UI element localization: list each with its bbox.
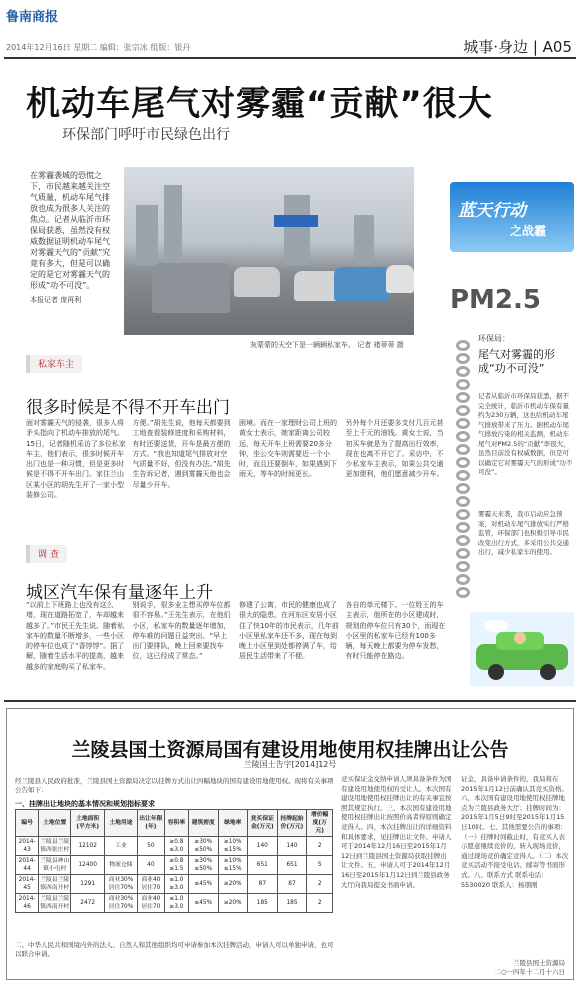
table-cell: ≥20% xyxy=(218,875,248,894)
intro-text: 在雾霾袭城的恐慌之下，市民越来越关注空气质量，机动车尾气排放也成为很多人关注的焦点。记者从临沂市环保局获悉，虽然没有权威数据证明机动车尾气对雾霾天气的“贡献”究竟有多大，但是可以确定的是它对雾霾天气的形成“功不可没”。 xyxy=(30,171,111,290)
body-column: 困境。而在一家理财公司上班的黄女士表示，她家距离公司较远，每天开车上班需要20多分钟，坐公交车则需要近一个小时，而且还要倒车，如果遇到下雨天，等车的时间更长。 xyxy=(239,419,337,479)
table-cell: ≥10% ≤15% xyxy=(218,837,248,856)
sidebar-headline: 尾气对雾霾的形成“功不可没” xyxy=(478,348,555,375)
chain-decoration xyxy=(452,340,474,608)
page-header xyxy=(0,0,580,60)
table-header: 容积率 xyxy=(164,810,188,837)
body-column: 各自的单元楼下。一位姓王的车主表示，他所在的小区建成时，规划的停车位只有30个，而现在小区里的私家车已经有100多辆，每天晚上都要为停车发愁，有时只能停在路边。 xyxy=(345,601,446,661)
table-cell: 12102 xyxy=(71,837,105,856)
table-cell: ≥30% ≤50% xyxy=(189,837,219,856)
table-cell: 140 xyxy=(277,837,307,856)
table-row xyxy=(16,875,333,894)
banner-title: 蓝天行动 xyxy=(458,201,526,221)
table-header: 土地用途 xyxy=(105,810,138,837)
table-cell: 商业30% 居住70% xyxy=(105,894,138,913)
parcel-table xyxy=(15,809,333,913)
banner-subtitle: 之战霾 xyxy=(510,224,547,238)
table-cell: 物流仓储 xyxy=(105,856,138,875)
notice-footer: 二、中华人民共和国境内外的法人、自然人和其他组织均可申请参加本次挂牌活动，申请人可以单独申请，也可以联合申请。 xyxy=(15,941,334,958)
body-column: 方便。”胡先生说，他每天都要到工地查看装修进度和采购材料，有时还要送货，开车是最方便的方式。“我也知道尾气排放对空气质量不好，但没有办法。”胡先生告诉记者，遇到雾霾天他也会尽量少开车。 xyxy=(132,419,231,489)
table-header: 出让年限(年) xyxy=(137,810,164,837)
traffic-photo xyxy=(124,167,414,335)
table-cell: 商业40 居住70 xyxy=(137,875,164,894)
table-cell: ≥0.8 ≤3.0 xyxy=(164,837,188,856)
article-body-1 xyxy=(26,418,446,500)
table-cell: 商业30% 居住70% xyxy=(105,875,138,894)
table-cell: ≤45% xyxy=(189,875,219,894)
table-cell: 1291 xyxy=(71,875,105,894)
table-header: 土地面积(平方米) xyxy=(71,810,105,837)
notice-signature: 兰陵县国土资源局 二○一四年十二月十六日 xyxy=(494,959,565,976)
table-cell: 商业40 居住70 xyxy=(137,894,164,913)
table-cell: 140 xyxy=(248,837,278,856)
land-auction-notice xyxy=(6,708,574,980)
ad-divider xyxy=(4,700,576,702)
notice-number: 兰陵国土告字[2014]12号 xyxy=(243,760,337,769)
table-header: 土地位置 xyxy=(39,810,71,837)
car-cartoon-image xyxy=(470,612,574,686)
kicker-car-owners: 私家车主 xyxy=(26,355,82,373)
body-column: 修建了公寓，市民的健康也成了很大的隐患。在河东区安居小区住了快10年的市民表示，几年前小区里私家车还不多，现在每到晚上小区里到处都停满了车，给居民生活带来了不便。 xyxy=(239,601,339,661)
byline: 本报记者 庞再利 xyxy=(30,296,82,304)
photo-caption: 灰蒙蒙的天空下是一辆辆私家车。 记者 褚蒂蒂 摄 xyxy=(250,341,404,349)
header-rule xyxy=(4,57,576,59)
main-headline: 机动车尾气对雾霾“贡献”很大 xyxy=(26,84,493,124)
section-headline-2: 城区汽车保有量逐年上升 xyxy=(26,583,213,603)
notice-title: 兰陵县国土资源局国有建设用地使用权挂牌出让公告 xyxy=(71,739,509,761)
sidebar-text-2: 雾霾天来袭，我市启动应急预案，对机动车尾气排放实行严格监管，环保部门也积极引导市民改变出行方式，多采用公共交通出行，减少私家车的使用。 xyxy=(478,510,569,556)
newspaper-logo: 鲁南商报 xyxy=(6,10,59,25)
pm25-graphic: PM2.5 xyxy=(450,285,541,315)
table-cell: 2472 xyxy=(71,894,105,913)
table-cell: 2014-46 xyxy=(16,894,39,913)
article-body-2 xyxy=(26,600,446,672)
blue-sky-banner xyxy=(450,182,574,252)
table-cell: 2 xyxy=(307,837,333,856)
table-cell: 兰陵县兰陵镇西南开村 xyxy=(39,894,71,913)
table-cell: 651 xyxy=(248,856,278,875)
table-cell: ≥20% xyxy=(218,894,248,913)
table-row xyxy=(16,894,333,913)
body-column: 别说手，很多业主想买停车位都很不容易。”王先生表示，在他们小区，私家车的数量逐年增加，停车难的问题日益突出。“早上出门要排队，晚上回来要找车位，这已经成了常态。” xyxy=(132,601,231,661)
table-cell: ≥30% ≤50% xyxy=(189,856,219,875)
table-cell: ≤1.0 ≥3.0 xyxy=(164,875,188,894)
table-cell: 50 xyxy=(137,837,164,856)
table-cell: 87 xyxy=(248,875,278,894)
table-cell: 兰陵县神山镇小屯村 xyxy=(39,856,71,875)
table-cell: ≤1.0 ≥3.0 xyxy=(164,894,188,913)
sidebar-label: 环保局： xyxy=(478,334,510,343)
table-cell: 40 xyxy=(137,856,164,875)
table-cell: 185 xyxy=(248,894,278,913)
kicker-survey: 调 查 xyxy=(26,545,67,563)
table-header: 绿地率 xyxy=(218,810,248,837)
notice-intro: 经兰陵县人民政府批准，兰陵县国土资源局决定以挂牌方式出让四幅地块的国有建设用地使用权。现将有关事项公告如下： xyxy=(15,777,334,794)
body-column: 另外每个月还要多支付几百元甚至上千元的油钱。黄女士说，当初买车就是为了提高出行效率，现在也离不开它了。采访中，不少私家车主表示，如果公共交通更加便利，他们愿意减少开车。 xyxy=(345,419,444,479)
table-cell: 651 xyxy=(277,856,307,875)
table-cell: ≤45% xyxy=(189,894,219,913)
table-cell: ≥10% ≤15% xyxy=(218,856,248,875)
table-cell: 185 xyxy=(277,894,307,913)
table-cell: 兰陵县兰陵镇西南开村 xyxy=(39,875,71,894)
table-header: 挂牌起始价(万元) xyxy=(277,810,307,837)
table-row xyxy=(16,837,333,856)
table-cell: 工业 xyxy=(105,837,138,856)
table-cell: 5 xyxy=(307,856,333,875)
notice-section-1: 一、挂牌出让地块的基本情况和规划指标要求 xyxy=(15,800,155,808)
table-cell: 2014-43 xyxy=(16,837,39,856)
table-cell: 2 xyxy=(307,875,333,894)
table-cell: 2 xyxy=(307,894,333,913)
table-header: 建筑密度 xyxy=(189,810,219,837)
dateline: 2014年12月16日 星期二 编辑：张宗冰 组版：银丹 xyxy=(6,43,191,52)
main-subhead: 环保部门呼吁市民绿色出行 xyxy=(62,127,230,143)
notice-column-2: 竞买保证金交纳申请人须具备条件为国有建设用地使用权的受让人。本次国有建设用地使用权挂牌出让的有关事宜按照其规定执行。三、本次国有建设用地使用权挂牌出让按照价高者得原则确定竞得人。四、本次挂牌出让的详细资料和具体要求，见挂牌出让文件。申请人可于2014年12月16日至2015年1月12日到兰陵县国土资源局获取挂牌出让文件。五、申请人可于2014年12月16日至2015年1月12日到兰陵县政务大厅向我局提交书面申请。 xyxy=(341,775,452,889)
table-cell: 12400 xyxy=(71,856,105,875)
section-label: 城事·身边 | A05 xyxy=(463,38,572,56)
table-header: 编号 xyxy=(16,810,39,837)
table-cell: 兰陵县兰陵镇西张庄村 xyxy=(39,837,71,856)
body-column: 面对雾霾天气的侵袭，很多人将矛头指向了机动车排放的尾气。15日，记者随机采访了多位私家车主，他们表示，很多时候开车出门也是一种习惯，但是更多时候是不得不开车出门。家住兰山区某小区的胡先生开了一家小型装修公司。 xyxy=(26,419,126,500)
sidebar-text: 记者从临沂市环保局获悉，据不完全统计，临沂市机动车保有量约为230万辆，这也给机动车尾气排放带来了压力。据机动车尾气排放污染的相关监测，机动车尾气对PM2.5的“贡献”率很大，虽然目前没有权威数据，但是可以确定它对雾霾天气的形成“功不可没”。 xyxy=(478,392,573,476)
table-cell: 2014-45 xyxy=(16,875,39,894)
table-cell: 87 xyxy=(277,875,307,894)
table-header: 竞买保证金(万元) xyxy=(248,810,278,837)
table-header: 增价幅度(万元) xyxy=(307,810,333,837)
section-headline-1: 很多时候是不得不开车出门 xyxy=(26,398,230,418)
body-column: “以前上下班路上也没有这么堵，现在道路拓宽了，车却越来越多了。”市民王先生说。随着私家车的数量不断增多，一些小区的停车位也成了“香饽饽”。据了解，随着生活水平的提高，越来越多的家庭购买了私家车。 xyxy=(26,601,125,671)
table-row xyxy=(16,856,333,875)
table-cell: 2014-44 xyxy=(16,856,39,875)
notice-column-3: 证金，具备申请条件的，我局将在2015年1月12日前确认其竞买资格。六、本次国有建设用地使用权挂牌地点为兰陵县政务大厅；挂牌时间为：2015年1月5日9时至2015年1月15日10时。七、其他需要公告的事项：（一）挂牌时间截止时，有竞买人表示愿意继续竞价的，转入现场竞价，通过现场竞价确定竞得人。（二）本次竞买活动不接受电话、邮寄等书面形式。八、联系方式 联系电话：5530020 联系人：杨朋刚 xyxy=(461,775,569,889)
table-cell: ≥0.8 ≤1.5 xyxy=(164,856,188,875)
